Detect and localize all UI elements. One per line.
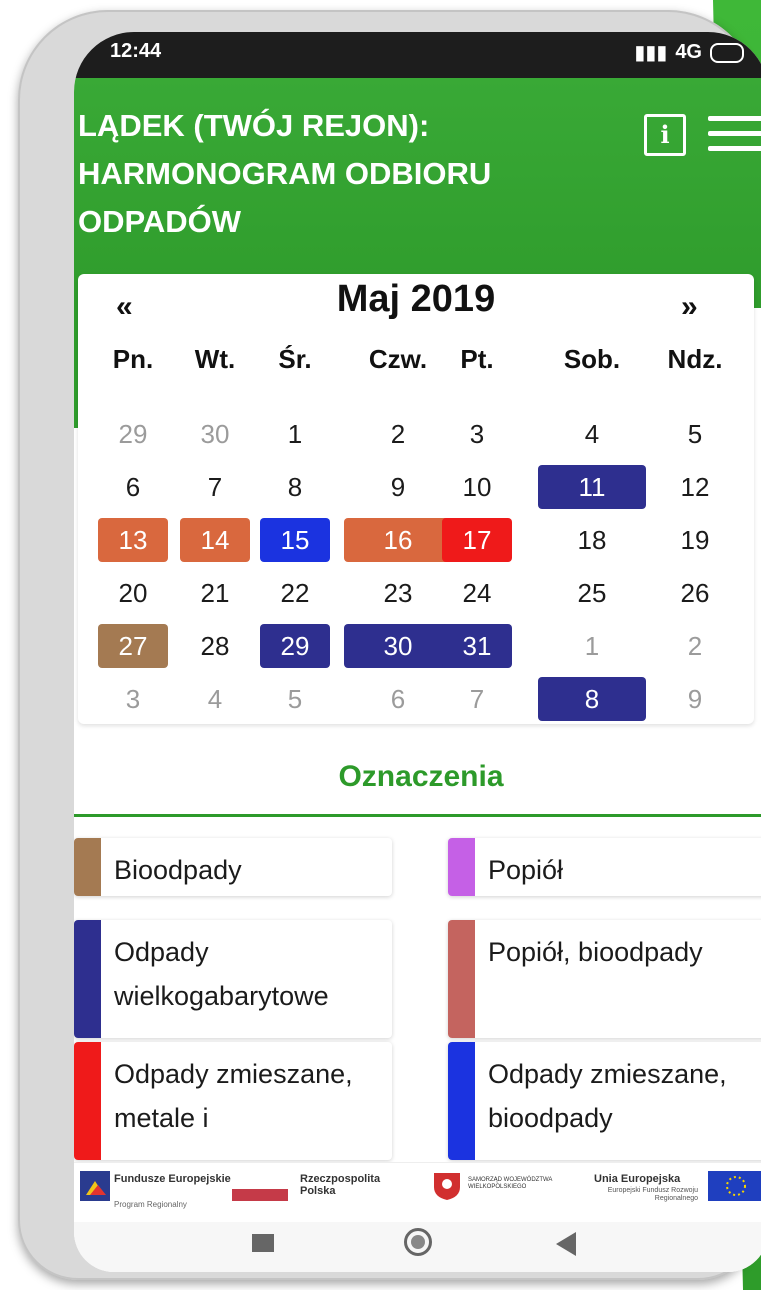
calendar-day[interactable]: 9 — [687, 684, 703, 714]
rp-label: Rzeczpospolita Polska — [300, 1173, 381, 1197]
prev-month-button[interactable]: « — [116, 290, 133, 323]
calendar-day-marked[interactable]: 15 — [260, 518, 330, 562]
calendar-day[interactable]: 5 — [687, 419, 703, 449]
status-icons — [634, 40, 744, 65]
weekday-label: Pt. — [460, 344, 494, 374]
weekday-label: Ndz. — [667, 344, 723, 374]
calendar-day[interactable]: 2 — [390, 419, 406, 449]
calendar-day[interactable]: 24 — [462, 578, 492, 608]
weekday-row — [78, 344, 754, 384]
weekday-label: Sob. — [563, 344, 621, 374]
fe-title: Fundusze Europejskie — [114, 1173, 231, 1185]
page-title: LĄDEK (TWÓJ REJON): HARMONOGRAM ODBIORU ODPADÓW — [78, 108, 492, 239]
funding-footer — [74, 1162, 761, 1223]
calendar-day[interactable]: 8 — [287, 472, 303, 502]
fe-subtitle: Program Regionalny — [114, 1200, 187, 1209]
calendar-day-marked[interactable]: 17 — [442, 518, 512, 562]
legend-swatch — [448, 920, 475, 1038]
weekday-label: Śr. — [278, 344, 312, 374]
sw-label: SAMORZĄD WOJEWÓDZTWA WIELKOPOLSKIEGO — [468, 1177, 553, 1190]
calendar-day[interactable]: 26 — [680, 578, 710, 608]
weekday-label: Wt. — [194, 344, 236, 374]
system-nav-bar — [74, 1222, 761, 1272]
calendar-day-marked[interactable]: 8 — [538, 677, 646, 721]
calendar-day[interactable]: 9 — [390, 472, 406, 502]
info-button[interactable]: i — [644, 114, 686, 156]
calendar-day[interactable]: 25 — [577, 578, 607, 608]
calendar — [78, 274, 754, 724]
signal-icon: ▮▮▮ — [634, 42, 668, 64]
eu-flag-icon — [708, 1171, 761, 1201]
legend-swatch — [74, 1042, 101, 1160]
legend-label: Odpady wielkogabarytowe — [114, 937, 329, 1011]
ue-title: Unia Europejska — [594, 1173, 681, 1185]
home-icon[interactable] — [404, 1228, 432, 1256]
calendar-day-marked[interactable]: 29 — [260, 624, 330, 668]
legend-item — [448, 838, 761, 896]
calendar-day[interactable]: 20 — [118, 578, 148, 608]
recent-apps-icon[interactable] — [252, 1234, 274, 1252]
pl-flag-icon — [232, 1189, 288, 1201]
calendar-day[interactable]: 4 — [584, 419, 600, 449]
next-month-button[interactable]: » — [681, 290, 698, 323]
calendar-day[interactable]: 23 — [383, 578, 413, 608]
legend-label: Popiół — [488, 855, 564, 885]
hamburger-menu-icon[interactable] — [708, 116, 761, 152]
wielkopolska-crest-icon — [432, 1171, 462, 1201]
legend-title: Oznaczenia — [338, 760, 504, 793]
back-icon[interactable] — [556, 1232, 576, 1256]
calendar-day[interactable]: 29 — [118, 419, 148, 449]
calendar-header — [78, 274, 754, 330]
calendar-day[interactable]: 6 — [125, 472, 141, 502]
calendar-day[interactable]: 5 — [287, 684, 303, 714]
calendar-day[interactable]: 28 — [200, 631, 230, 661]
calendar-day[interactable]: 3 — [469, 419, 485, 449]
calendar-day[interactable]: 2 — [687, 631, 703, 661]
legend-label: Popiół, bioodpady — [488, 937, 703, 967]
weekday-label: Czw. — [368, 344, 428, 374]
calendar-day-marked[interactable]: 14 — [180, 518, 250, 562]
legend-divider — [74, 814, 761, 817]
legend-item — [448, 1042, 761, 1160]
calendar-day[interactable]: 3 — [125, 684, 141, 714]
calendar-day[interactable]: 22 — [280, 578, 310, 608]
calendar-day[interactable]: 7 — [469, 684, 485, 714]
legend-label: Odpady zmieszane, metale i — [114, 1059, 353, 1133]
calendar-day[interactable]: 6 — [390, 684, 406, 714]
legend-label: Bioodpady — [114, 855, 242, 885]
phone-frame — [18, 10, 758, 1280]
calendar-month: Maj 2019 — [336, 278, 496, 320]
fe-logo-icon — [80, 1171, 110, 1201]
calendar-day-marked[interactable]: 16 — [344, 518, 452, 562]
calendar-day[interactable]: 1 — [584, 631, 600, 661]
calendar-day-marked[interactable]: 11 — [538, 465, 646, 509]
screen — [74, 32, 761, 1272]
status-bar — [74, 32, 761, 78]
legend-item — [448, 920, 761, 1038]
ue-subtitle: Europejski Fundusz Rozwoju Regionalnego — [607, 1187, 698, 1202]
legend-item — [74, 920, 392, 1038]
calendar-day-marked[interactable]: 27 — [98, 624, 168, 668]
legend-item — [74, 1042, 392, 1160]
calendar-day[interactable]: 18 — [577, 525, 607, 555]
calendar-day[interactable]: 21 — [200, 578, 230, 608]
calendar-day[interactable]: 12 — [680, 472, 710, 502]
calendar-day[interactable]: 4 — [207, 684, 223, 714]
weekday-label: Pn. — [112, 344, 154, 374]
network-label: 4G — [675, 41, 702, 63]
calendar-day[interactable]: 30 — [200, 419, 230, 449]
calendar-day-marked[interactable]: 31 — [442, 624, 512, 668]
legend-swatch — [74, 920, 101, 1038]
legend-swatch — [74, 838, 101, 896]
calendar-day-marked[interactable]: 13 — [98, 518, 168, 562]
legend-label: Odpady zmieszane, bioodpady — [488, 1059, 727, 1133]
legend-swatch — [448, 1042, 475, 1160]
calendar-day[interactable]: 7 — [207, 472, 223, 502]
calendar-day[interactable]: 19 — [680, 525, 710, 555]
battery-icon — [710, 43, 744, 63]
calendar-day[interactable]: 10 — [462, 472, 492, 502]
status-time: 12:44 — [110, 40, 162, 62]
calendar-day[interactable]: 1 — [287, 419, 303, 449]
calendar-day-marked[interactable]: 30 — [344, 624, 452, 668]
legend-swatch — [448, 838, 475, 896]
legend-item — [74, 838, 392, 896]
